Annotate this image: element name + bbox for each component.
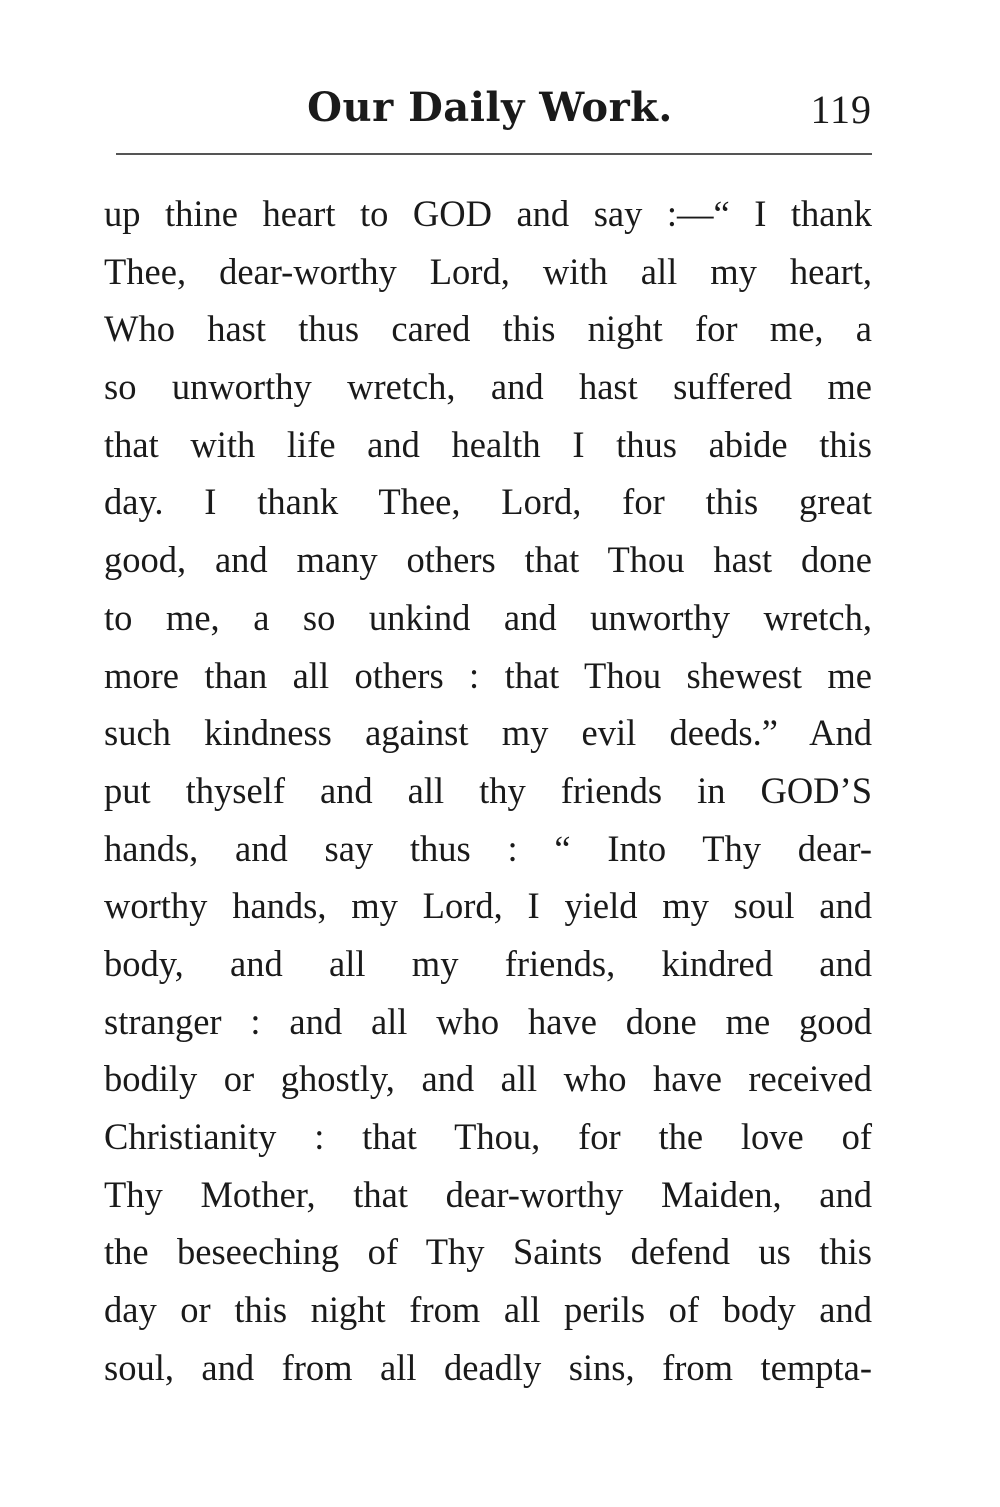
text-line: day. I thank Thee, Lord, for this great [104, 481, 872, 523]
text-line: up thine heart to GOD and say :—“ I thank [104, 193, 872, 234]
text-line: so unworthy wretch, and hast suffered me [104, 366, 872, 408]
text-line: Who hast thus cared this night for me, a [104, 308, 872, 350]
text-line: day or this night from all perils of body and [104, 1289, 872, 1331]
text-line: Christianity : that Thou, for the love of [104, 1116, 872, 1157]
text-line: such kindness against my evil deeds.” And [104, 712, 872, 754]
text-line: good, and many others that Thou hast done [104, 539, 872, 581]
text-line: soul, and from all deadly sins, from tempta- [104, 1346, 872, 1388]
body-text [104, 185, 872, 1396]
text-line: Thee, dear-worthy Lord, with all my heart, [104, 250, 872, 292]
text-line: that with life and health I thus abide this [104, 423, 872, 465]
text-line: stranger : and all who have done me good [104, 1000, 872, 1042]
running-title: Our Daily Work. [307, 84, 673, 131]
text-line: to me, a so unkind and unworthy wretch, [104, 596, 872, 638]
text-line: hands, and say thus : “ Into Thy dear- [104, 827, 872, 869]
text-line: worthy hands, my Lord, I yield my soul and [104, 885, 872, 927]
text-line: put thyself and all thy friends in GOD’S [104, 769, 872, 811]
text-line: bodily or ghostly, and all who have received [104, 1058, 872, 1100]
text-line: Thy Mother, that dear-worthy Maiden, and [104, 1173, 872, 1215]
page-number: 119 [810, 87, 872, 132]
text-line: body, and all my friends, kindred and [104, 942, 872, 984]
text-line: the beseeching of Thy Saints defend us this [104, 1231, 872, 1273]
text-line: more than all others : that Thou shewest me [104, 654, 872, 696]
header-rule [116, 153, 872, 155]
